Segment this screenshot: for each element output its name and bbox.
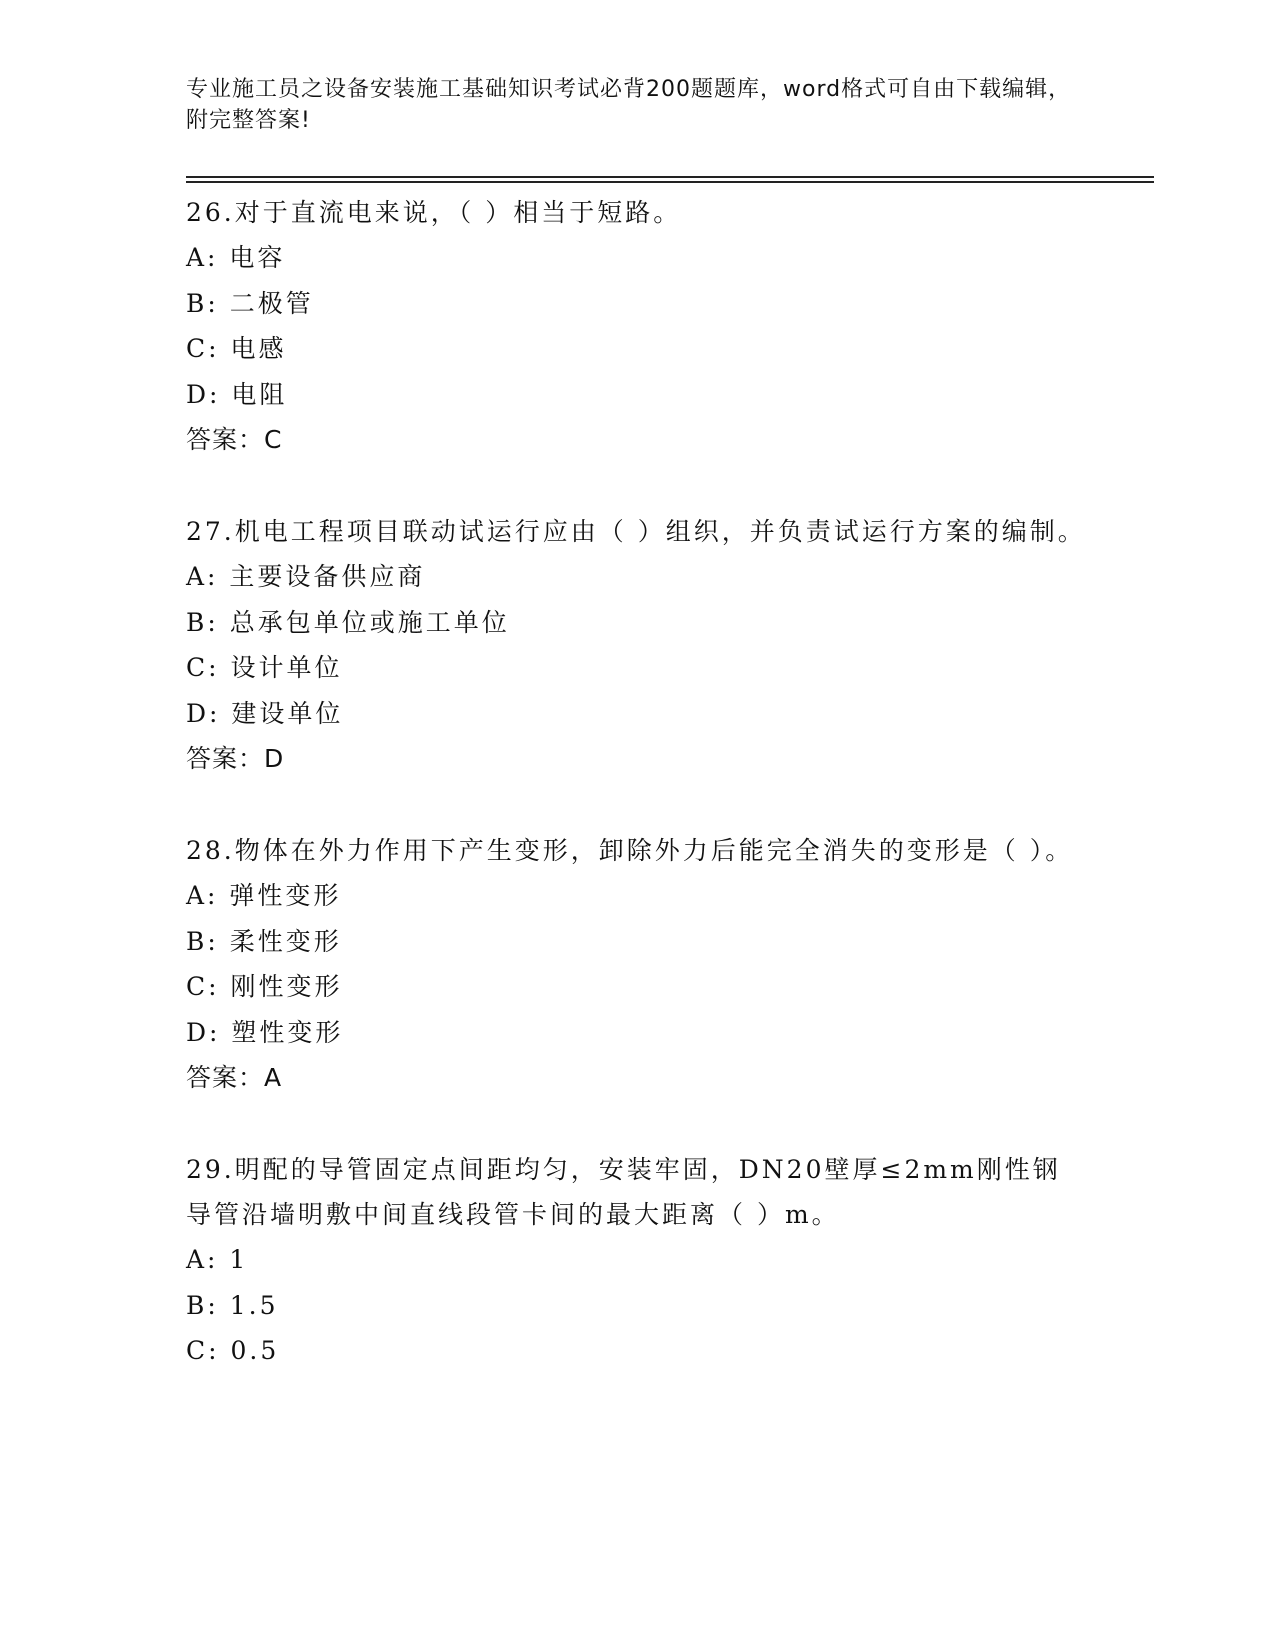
question-list [186,190,1086,1420]
option-a: A: 1 [186,1245,249,1274]
option-b: B: 1.5 [186,1290,279,1320]
option-b: B: 柔性变形 [186,926,342,956]
answer-text: 答案：C [186,425,283,454]
question-28 [186,828,1086,1101]
option-b: B: 总承包单位或施工单位 [186,607,510,637]
question-text: 29.明配的导管固定点间距均匀，安装牢固，DN20壁厚≤2mm刚性钢导管沿墙明敷中间直线段管卡间的最大距离（ ）m。 [186,1155,1061,1229]
document-header [186,74,1086,136]
question-text: 28.物体在外力作用下产生变形，卸除外力后能完全消失的变形是（ ）。 [186,836,1074,865]
option-a: A: 电容 [186,243,286,272]
option-c: C: 电感 [186,334,287,363]
option-c: C: 设计单位 [186,653,343,682]
option-a: A: 主要设备供应商 [186,562,426,591]
question-29 [186,1147,1086,1374]
option-c: C: 0.5 [186,1336,280,1365]
option-d: D: 建设单位 [186,698,344,728]
option-d: D: 塑性变形 [186,1017,344,1047]
option-d: D: 电阻 [186,379,288,409]
header-intro-text: 专业施工员之设备安装施工基础知识考试必背200题题库，word格式可自由下载编辑，附完整答案! [186,77,1072,133]
header-divider-top [186,176,1154,178]
question-26 [186,190,1086,463]
answer-text: 答案：A [186,1063,283,1092]
question-27 [186,509,1086,782]
header-divider-bottom [186,181,1154,183]
option-b: B: 二极管 [186,288,314,318]
question-text: 27.机电工程项目联动试运行应由（ ）组织，并负责试运行方案的编制。 [186,517,1086,546]
question-text: 26.对于直流电来说，（ ）相当于短路。 [186,198,682,227]
option-c: C: 刚性变形 [186,972,343,1001]
option-a: A: 弹性变形 [186,881,342,910]
answer-text: 答案：D [186,744,285,773]
